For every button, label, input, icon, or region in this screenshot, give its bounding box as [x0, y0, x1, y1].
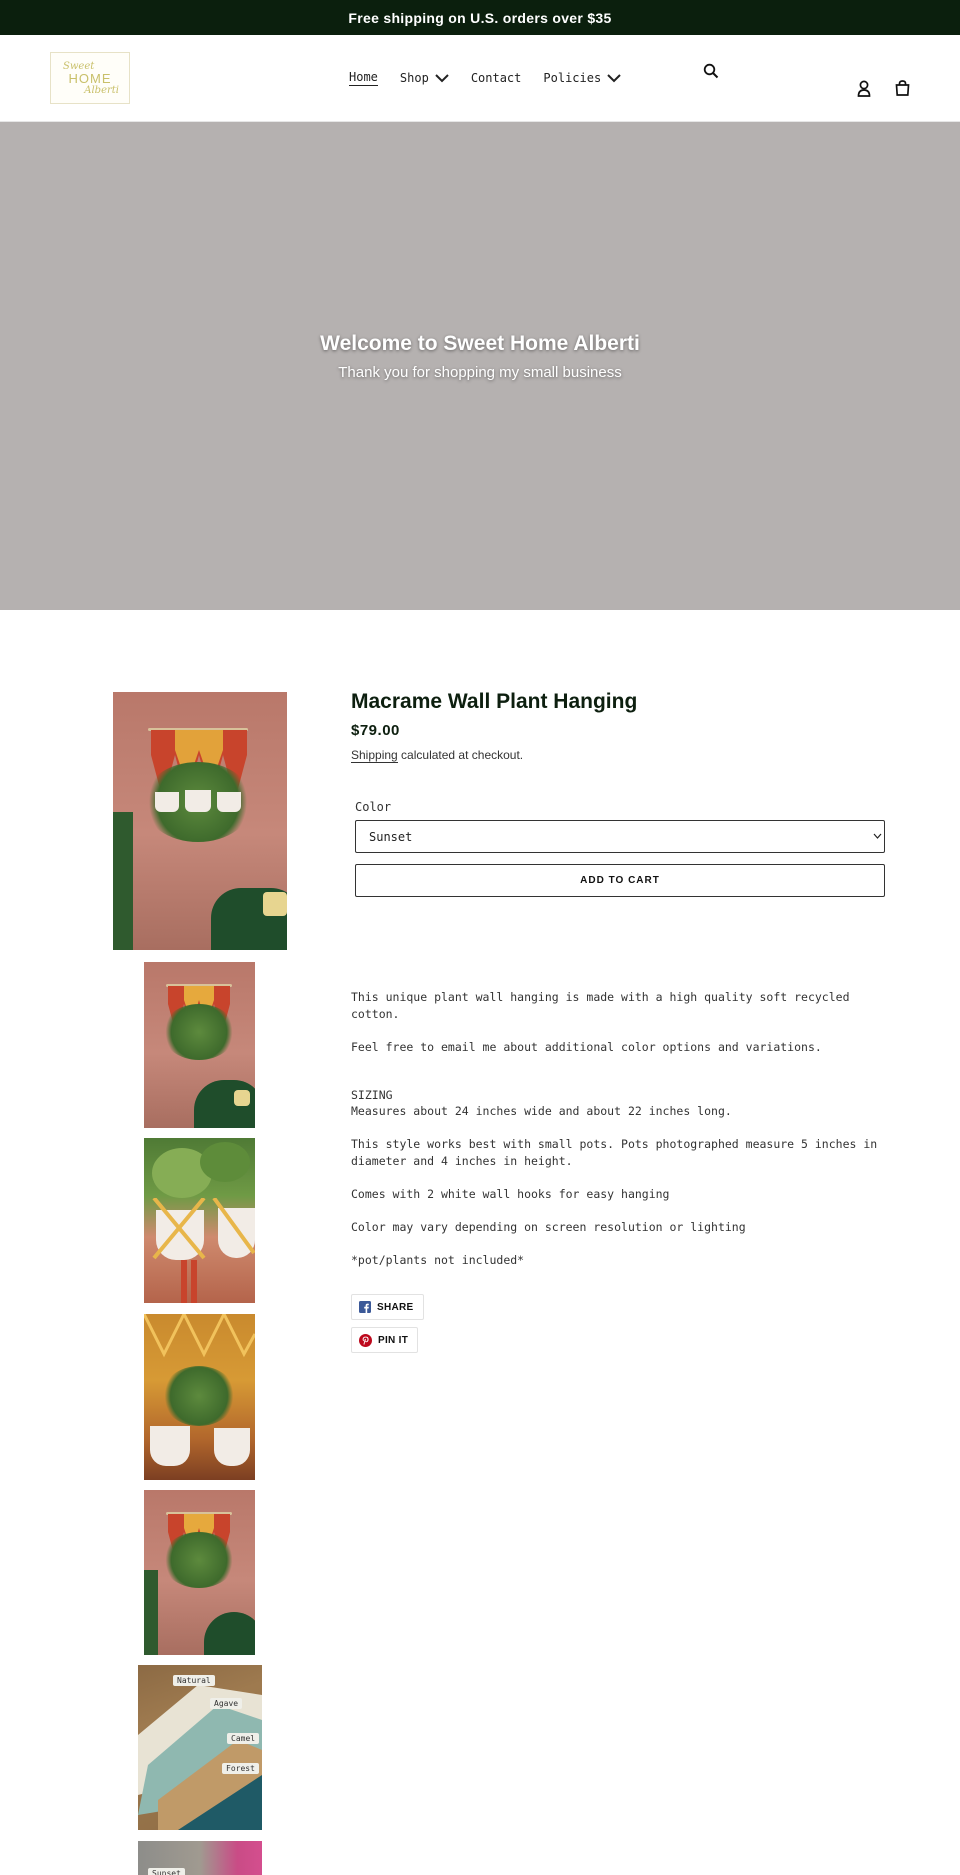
pinterest-icon: [359, 1334, 372, 1347]
site-header: [0, 35, 960, 122]
product-thumbnail[interactable]: [144, 1138, 255, 1303]
account-button[interactable]: [854, 78, 874, 98]
nav-shop-label: Shop: [399, 71, 429, 85]
nav-contact[interactable]: [471, 68, 522, 88]
chevron-down-icon: [607, 74, 621, 83]
description-heading: SIZING: [351, 1088, 393, 1102]
hero-subtitle: Thank you for shopping my small business: [338, 363, 622, 381]
swatch-tag: Forest: [222, 1763, 259, 1774]
pot-graphic: [214, 1428, 250, 1466]
plants-graphic: [162, 1532, 236, 1588]
description-paragraph: Measures about 24 inches wide and about 22 inches long.: [351, 1104, 732, 1118]
nav-home-label: Home: [349, 70, 378, 84]
announcement-text: Free shipping on U.S. orders over $35: [348, 9, 612, 26]
product-thumbnail[interactable]: [138, 1665, 262, 1830]
color-option-label: Color: [355, 800, 392, 814]
cart-button[interactable]: [892, 78, 912, 98]
store-logo[interactable]: [50, 52, 130, 104]
pot-graphic: [185, 790, 211, 812]
cushion-graphic: [263, 892, 287, 916]
share-pinterest-button[interactable]: [351, 1327, 418, 1353]
nav-home[interactable]: [349, 68, 378, 88]
nav-policies-label: Policies: [543, 71, 602, 85]
product-price: $79.00: [351, 722, 400, 739]
chevron-down-icon: [873, 832, 882, 840]
hero-banner: [0, 122, 960, 610]
announcement-bar: [0, 0, 960, 35]
swatch-tag: Sunset: [148, 1868, 185, 1875]
share-pinterest-label: PIN IT: [378, 1334, 409, 1346]
shipping-note: [351, 748, 523, 762]
search-icon: [703, 63, 719, 79]
product-thumbnail[interactable]: [144, 1490, 255, 1655]
shipping-link[interactable]: Shipping: [351, 748, 398, 762]
logo-line-3: Alberti: [84, 84, 119, 96]
plants-graphic: [162, 1004, 236, 1060]
color-select-value: Sunset: [369, 829, 413, 844]
plants-graphic: [162, 1366, 236, 1426]
swatch-tag: Natural: [173, 1675, 215, 1686]
logo-line-2: HOME: [68, 70, 112, 86]
cushion-graphic: [234, 1090, 250, 1106]
swatch-tag: Agave: [210, 1698, 242, 1709]
hero-title: Welcome to Sweet Home Alberti: [320, 331, 640, 355]
color-select[interactable]: [355, 820, 885, 853]
chair-graphic: [204, 1612, 255, 1655]
product-thumbnail[interactable]: [144, 962, 255, 1128]
product-title: Macrame Wall Plant Hanging: [351, 690, 638, 713]
share-facebook-label: SHARE: [377, 1301, 414, 1313]
product-thumbnail[interactable]: [138, 1841, 262, 1875]
product-main-image[interactable]: [113, 692, 287, 950]
search-button[interactable]: [701, 61, 721, 81]
snake-plant-graphic: [144, 1570, 158, 1655]
swatch-tag: Camel: [227, 1733, 259, 1744]
facebook-icon: [359, 1301, 371, 1313]
product-thumbnail[interactable]: [144, 1314, 255, 1480]
description-paragraph: *pot/plants not included*: [351, 1253, 525, 1267]
nav-contact-label: Contact: [470, 71, 522, 85]
pot-graphic: [155, 792, 179, 812]
nav-policies[interactable]: [543, 68, 621, 88]
logo-line-1: Sweet: [63, 60, 95, 72]
chevron-down-icon: [435, 74, 449, 83]
pot-graphic: [217, 792, 241, 812]
swatch-graphic: [138, 1665, 262, 1830]
share-facebook-button[interactable]: [351, 1294, 424, 1320]
description-paragraph: Comes with 2 white wall hooks for easy hanging: [351, 1187, 670, 1201]
description-paragraph: This unique plant wall hanging is made with a high quality soft recycled cotton.: [351, 990, 850, 1021]
shipping-note-text: calculated at checkout.: [397, 748, 524, 762]
description-paragraph: Feel free to email me about additional color options and variations.: [351, 1040, 822, 1054]
main-nav: [349, 68, 643, 88]
pot-graphic: [150, 1426, 190, 1466]
nav-shop[interactable]: [400, 68, 449, 88]
add-to-cart-button[interactable]: ADD TO CART: [355, 864, 885, 897]
description-paragraph: This style works best with small pots. Pots photographed measure 5 inches in diameter and 4 inches in height.: [351, 1137, 878, 1168]
leaf-graphic: [200, 1142, 250, 1182]
description-paragraph: Color may vary depending on screen resolution or lighting: [351, 1220, 746, 1234]
shopping-bag-icon: [895, 80, 910, 96]
macrame-graphic: [144, 1198, 255, 1303]
user-icon: [857, 80, 871, 97]
snake-plant-graphic: [113, 812, 133, 950]
